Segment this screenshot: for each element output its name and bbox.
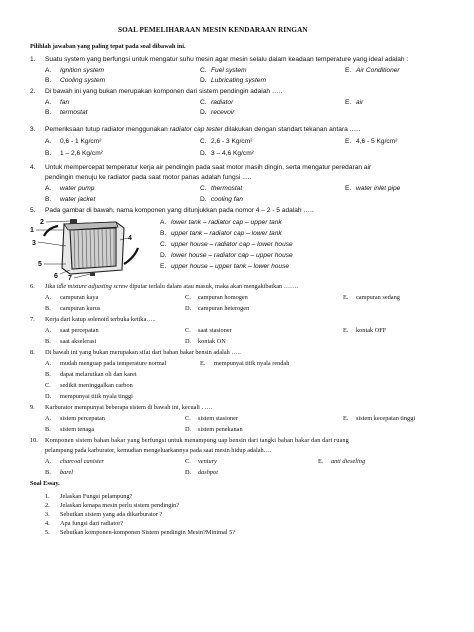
option-label: C. <box>200 185 207 192</box>
option-a: fan <box>60 99 70 106</box>
essay-item: Apa fungsi dari radiator? <box>60 520 124 527</box>
option-label: D. <box>200 196 207 203</box>
option-a: mudah menguap pada temperature normal <box>60 360 167 367</box>
option-c: sistem stasioner <box>198 415 239 422</box>
option-label: C. <box>185 327 191 334</box>
page-title: SOAL PEMELIHARAAN MESIN KENDARAAN RINGAN <box>118 26 308 34</box>
essay-item: Sebutkan komponen-komponen Sistem pendingin Mesin?Minimal 5? <box>60 529 236 536</box>
option-e: mempunyai titik nyala rendah <box>214 360 290 367</box>
essay-item: Sebutkan sistem yang ada dikarburator ? <box>60 511 163 518</box>
option-c: radiator <box>211 99 234 106</box>
option-label: E. <box>345 185 352 192</box>
option-label: E. <box>345 138 352 145</box>
instruction: Pilihlah jawaban yang paling tepat pada soal dibawah ini. <box>30 43 186 50</box>
option-d: sistem penekanan <box>198 426 243 433</box>
question-text: Komponen sistem bahan bakar yang berfungsi untuk menampung uap bensin dari tangki bahan bakar dan dari ruang <box>45 437 349 444</box>
option-e: Air Conditioner <box>356 67 400 74</box>
upper-hose <box>44 226 58 236</box>
question-text: Karburator mempunyai beberapa sistem di bawah ini, kecuali . .… <box>45 404 213 411</box>
option-d: Lubricating system <box>211 77 266 84</box>
option-label: A. <box>45 294 52 301</box>
essay-item-number: 5. <box>45 529 50 536</box>
option-label: A. <box>45 185 52 192</box>
essay-item: Jelaskan Fungsi pelampung? <box>60 493 133 500</box>
option-d: 3 – 4,6 Kg/cm² <box>211 150 254 157</box>
option-e: upper house – upper tank – lower house <box>171 263 290 270</box>
option-label: D. <box>185 426 192 433</box>
option-e: campuran sedang <box>356 294 400 301</box>
question-text: Di bawah ini yang bukan merupakan sifat dari bahan bakar bensin adalah ….. <box>45 349 241 356</box>
question-text: Jika idle mixture adjusting screw diputar terlalu dalam atau masuk, maka akan mengakibatkan ……. <box>45 283 298 290</box>
lower-hose <box>124 248 138 264</box>
option-a: campuran kaya <box>60 294 99 301</box>
option-c: upper house – radiator cap – lower house <box>171 241 293 248</box>
option-label: B. <box>45 426 51 433</box>
option-b: campuran kurus <box>60 305 101 312</box>
radiator-diagram <box>30 218 142 280</box>
essay-item: Jelaskan kenapa mesin perlu sistem pendingin? <box>60 502 180 509</box>
option-label: B. <box>45 150 52 157</box>
option-label: E. <box>345 67 352 74</box>
option-label: A. <box>45 138 52 145</box>
option-d: dashpot <box>198 469 218 476</box>
essay-item-number: 2. <box>45 502 50 509</box>
option-c: Fuel system <box>211 67 247 74</box>
option-label: E. <box>160 263 167 270</box>
option-d: kontak ON <box>198 338 226 345</box>
option-c: campuran homogen <box>198 294 248 301</box>
option-label: B. <box>45 371 51 378</box>
question-text: Pemeriksaan tutup radiator menggunakan radiator cap tester dilakukan dengan standart tekanan antara ...... <box>45 126 361 133</box>
option-label: E. <box>200 360 206 367</box>
option-label: C. <box>200 99 207 106</box>
option-label: D. <box>200 150 207 157</box>
drain-plug <box>90 272 95 276</box>
option-c: saat stasioner <box>198 327 232 334</box>
essay-heading: Soal Essay. <box>30 480 60 487</box>
essay-item-number: 1. <box>45 493 50 500</box>
option-label: D. <box>45 393 52 400</box>
option-b: water jacket <box>60 196 96 203</box>
fig-label-7: 7 <box>68 275 72 280</box>
option-d: mempunyai titik nyala tinggi <box>60 393 133 400</box>
option-b: 1 – 2,6 Kg/cm² <box>60 150 103 157</box>
question-text: Di bawah ini yang bukan merupakan komponen dari sistem pendingin adalah ….. <box>45 88 283 95</box>
option-a: saat percepatan <box>60 327 99 334</box>
option-label: E. <box>318 458 324 465</box>
option-label: C. <box>200 138 207 145</box>
fig-label-3: 3 <box>32 240 36 247</box>
option-label: B. <box>160 230 167 237</box>
option-d: lower house – radiator cap – upper house <box>171 252 293 259</box>
option-a: sistem percepatan <box>60 415 105 422</box>
option-label: A. <box>45 67 52 74</box>
document-page: SOAL PEMELIHARAAN MESIN KENDARAAN RINGAN Pilihlah jawaban yang paling tepat pada soal dibawah ini. 1. Suatu system yang berfungsi untuk mengatur suhu mesin agar mesin selalu dalam keadaan temperature yang ideal adalah : A. Ignition system C. Fuel system E. Air Conditioner B. Cooling system D. Lubricating system 2. Di bawah ini yang bukan merupakan komponen dari sistem pendingin adalah ….. A. fan C. radiator E. air B. termostat D. recevoir 3. Pemeriksaan tutup radiator menggunakan radiator cap tester dilakukan dengan standart tekanan antara ...... A. 0,6 - 1 Kg/cm² C. 2,6 - 3 Kg/cm² E. 4,6 - 5 Kg/cm² B. 1 – 2,6 Kg/cm² D. 3 – 4,6 Kg/cm² 4. Untuk mempercepat temperatur kerja air pendingin pada saat motor masih dingin, serta mengatur peredaran air pendingin menuju ke radiator pada saat motor panas adalah fungsi ..... A. water pump C. thermostat E. water inlet pipe B. water jacket D. cooling fan 5. Pada gambar di bawah, nama komponen yang ditunjukkan pada nomor 4 – 2 - 5 adalah ….. A. lower tank – radiator cap – upper tank B. upper tank – radiator cap – lower tank C. upper house – radiator cap – lower house D. lower house – radiator cap – upper house E. upper house – upper tank – lower house 1 2 3 4 5 6 7 6. Jika idle mixture adjusting screw diputar terlalu dalam atau masuk, maka akan mengakibatkan ……. A. campuran kaya C. campuran homogen E. campuran sedang B. campuran kurus D. campuran heterogen 7. Kerja dari katup solenoid terbuka ketika….. A. saat percepatan C. saat stasioner E. kontak OFF B. saat akselerasi D. kontak ON 8. Di bawah ini yang bukan merupakan sifat dari bahan bakar bensin adalah ….. A. mudah menguap pada temperature normal E. mempunyai titik nyala rendah B. dapat melarutkan oli dan karet C. sedikit meninggalkan carbon D. mempunyai titik nyala tinggi 9. Karburator mempunyai beberapa sistem di bawah ini, kecuali . .… A. sistem percepatan C. sistem stasioner E. sistem kecepatan tinggi B. sistem tenaga D. sistem penekanan 10. Komponen sistem bahan bakar yang berfungsi untuk menampung uap bensin dari tangki bahan bakar dan dari ruang pelampung pada karburator, kemudian mengeluarkannya pada saat mesin hidup adalah…. A. charcoal canister C. ventury E. anti dieseling B. barel D. dashpot Soal Essay. 1. Jelaskan Fungsi pelampung? 2. Jelaskan kenapa mesin perlu sistem pendingin? 3. Sebutkan sistem yang ada dikarburator ? 4. Apa fungsi dari radiator? 5. Sebutkan komponen-komponen Sistem pendingin Mesin?Minimal 5? <box>30 26 416 536</box>
option-b: saat akselerasi <box>60 338 97 345</box>
option-label: B. <box>45 196 52 203</box>
fig-label-6: 6 <box>54 273 58 280</box>
radiator-cap <box>70 219 77 224</box>
option-label: A. <box>160 219 167 226</box>
option-label: D. <box>185 305 192 312</box>
fig-label-4: 4 <box>128 235 132 242</box>
option-d: campuran heterogen <box>198 305 250 312</box>
option-label: D. <box>200 77 207 84</box>
option-label: A. <box>45 99 52 106</box>
option-label: D. <box>185 469 192 476</box>
option-b: barel <box>60 469 74 476</box>
option-e: anti dieseling <box>331 458 366 465</box>
option-label: B. <box>45 338 51 345</box>
option-label: E. <box>343 327 349 334</box>
option-e: 4,6 - 5 Kg/cm² <box>356 138 398 145</box>
option-label: B. <box>45 109 52 116</box>
option-b: termostat <box>60 109 88 116</box>
option-label: E. <box>343 415 349 422</box>
option-e: kontak OFF <box>356 327 387 334</box>
question-text: Kerja dari katup solenoid terbuka ketika….. <box>45 316 156 323</box>
option-label: C. <box>45 382 51 389</box>
option-label: D. <box>185 338 192 345</box>
question-text: Suatu system yang berfungsi untuk mengatur suhu mesin agar mesin selalu dalam keadaan temperature yang ideal adalah : <box>45 56 409 63</box>
fig-label-1: 1 <box>30 227 34 234</box>
fig-label-5: 5 <box>38 261 42 268</box>
option-a: Ignition system <box>60 67 104 74</box>
option-label: E. <box>343 294 349 301</box>
option-label: A. <box>45 327 52 334</box>
option-e: water inlet pipe <box>356 185 401 192</box>
option-e: sistem kecepatan tinggi <box>356 415 416 422</box>
option-label: B. <box>45 305 51 312</box>
option-label: E. <box>345 99 352 106</box>
question-text: Untuk mempercepat temperatur kerja air pendingin pada saat motor masih dingin, serta mengatur peredaran air <box>45 164 372 171</box>
option-a: water pump <box>60 185 95 192</box>
option-label: C. <box>185 415 191 422</box>
option-c: sedikit meninggalkan carbon <box>60 382 133 389</box>
option-c: ventury <box>198 458 217 465</box>
option-label: D. <box>200 109 207 116</box>
option-label: C. <box>160 241 167 248</box>
option-label: C. <box>200 67 207 74</box>
essay-item-number: 3. <box>45 511 50 518</box>
option-label: B. <box>45 77 52 84</box>
option-d: cooling fan <box>211 196 243 203</box>
essay-item-number: 4. <box>45 520 50 527</box>
option-a: charcoal canister <box>60 458 105 465</box>
option-label: A. <box>45 458 52 465</box>
option-b: dapat melarutkan oli dan karet <box>60 371 137 378</box>
question-text: Pada gambar di bawah, nama komponen yang ditunjukkan pada nomor 4 – 2 - 5 adalah ….. <box>45 207 314 214</box>
option-e: air <box>356 99 364 106</box>
option-b: upper tank – radiator cap – lower tank <box>171 230 282 237</box>
option-b: Cooling system <box>60 77 106 84</box>
option-label: B. <box>45 469 51 476</box>
option-c: 2,6 - 3 Kg/cm² <box>211 138 253 145</box>
option-d: recevoir <box>211 109 235 116</box>
option-b: sistem tenaga <box>60 426 95 433</box>
option-a: lower tank – radiator cap – upper tank <box>171 219 282 226</box>
question-text-cont: pelampung pada karburator, kemudian mengeluarkannya pada saat mesin hidup adalah…. <box>45 447 272 454</box>
option-label: A. <box>45 415 52 422</box>
fig-label-2: 2 <box>40 219 44 226</box>
option-label: C. <box>185 458 191 465</box>
option-a: 0,6 - 1 Kg/cm² <box>60 138 102 145</box>
option-label: D. <box>160 252 167 259</box>
option-label: C. <box>185 294 191 301</box>
question-text-cont: pendingin menuju ke radiator pada saat motor panas adalah fungsi ..... <box>45 174 252 181</box>
option-label: A. <box>45 360 52 367</box>
option-c: thermostat <box>211 185 243 192</box>
